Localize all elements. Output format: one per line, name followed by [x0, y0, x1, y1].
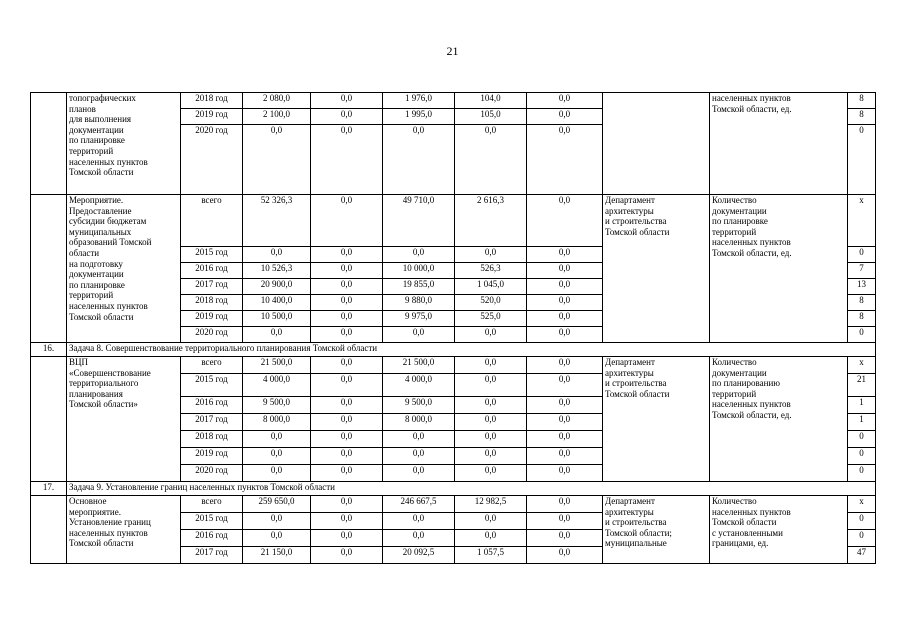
row-number-cell [31, 496, 67, 564]
amount-cell-other: 0,0 [527, 448, 603, 465]
indicator-value-cell: 0 [848, 530, 876, 547]
amount-cell-reg: 0,0 [383, 247, 455, 263]
amount-cell-total: 8 000,0 [243, 414, 311, 431]
indicator-value-cell: 0 [848, 465, 876, 482]
amount-cell-fed: 0,0 [311, 327, 383, 343]
amount-cell-mun: 12 982,5 [455, 496, 527, 513]
amount-cell-total: 0,0 [243, 327, 311, 343]
amount-cell-fed: 0,0 [311, 397, 383, 414]
amount-cell-other: 0,0 [527, 109, 603, 125]
amount-cell-mun: 0,0 [455, 374, 527, 397]
year-cell: 2017 год [181, 547, 243, 564]
indicator-value-cell: х [848, 357, 876, 374]
amount-cell-mun: 0,0 [455, 327, 527, 343]
year-cell: 2018 год [181, 431, 243, 448]
amount-cell-reg: 19 855,0 [383, 279, 455, 295]
indicator-cell: Количество документации по планированию территорий населенных пунктов Томской области, ед. [710, 357, 848, 482]
amount-cell-fed: 0,0 [311, 93, 383, 109]
section-row [31, 482, 876, 496]
year-cell: всего [181, 357, 243, 374]
indicator-value-cell: 8 [848, 93, 876, 109]
year-cell: 2019 год [181, 448, 243, 465]
amount-cell-other: 0,0 [527, 465, 603, 482]
amount-cell-fed: 0,0 [311, 530, 383, 547]
amount-cell-fed: 0,0 [311, 431, 383, 448]
year-cell: 2015 год [181, 513, 243, 530]
amount-cell-total: 0,0 [243, 465, 311, 482]
amount-cell-reg: 0,0 [383, 125, 455, 195]
table-row [31, 357, 876, 374]
amount-cell-other: 0,0 [527, 93, 603, 109]
section-title: Задача 8. Совершенствование территориального планирования Томской области [67, 343, 876, 357]
row-number-cell [31, 93, 67, 195]
amount-cell-mun: 0,0 [455, 513, 527, 530]
department-cell: Департамент архитектуры и строительства Томской области; муниципальные [603, 496, 710, 564]
amount-cell-fed: 0,0 [311, 263, 383, 279]
table-row [31, 93, 876, 109]
year-cell: всего [181, 496, 243, 513]
indicator-cell: Количество документации по планировке территорий населенных пунктов Томской области, ед. [710, 195, 848, 343]
amount-cell-reg: 9 880,0 [383, 295, 455, 311]
amount-cell-total: 0,0 [243, 513, 311, 530]
amount-cell-total: 9 500,0 [243, 397, 311, 414]
amount-cell-other: 0,0 [527, 547, 603, 564]
amount-cell-reg: 0,0 [383, 327, 455, 343]
year-cell: 2016 год [181, 397, 243, 414]
amount-cell-fed: 0,0 [311, 279, 383, 295]
page-number: 21 [446, 44, 459, 58]
amount-cell-total: 21 500,0 [243, 357, 311, 374]
measure-name-cell: Основное мероприятие. Установление границ населенных пунктов Томской области [67, 496, 181, 564]
amount-cell-total: 2 100,0 [243, 109, 311, 125]
amount-cell-other: 0,0 [527, 279, 603, 295]
amount-cell-total: 21 150,0 [243, 547, 311, 564]
year-cell: 2020 год [181, 465, 243, 482]
amount-cell-fed: 0,0 [311, 513, 383, 530]
amount-cell-reg: 49 710,0 [383, 195, 455, 247]
indicator-value-cell: 1 [848, 414, 876, 431]
amount-cell-reg: 0,0 [383, 465, 455, 482]
amount-cell-reg: 0,0 [383, 448, 455, 465]
indicator-value-cell: 8 [848, 311, 876, 327]
indicator-value-cell: х [848, 496, 876, 513]
amount-cell-fed: 0,0 [311, 357, 383, 374]
indicator-value-cell: 8 [848, 295, 876, 311]
amount-cell-fed: 0,0 [311, 195, 383, 247]
year-cell: 2016 год [181, 263, 243, 279]
amount-cell-mun: 104,0 [455, 93, 527, 109]
amount-cell-total: 4 000,0 [243, 374, 311, 397]
amount-cell-reg: 0,0 [383, 431, 455, 448]
amount-cell-total: 259 650,0 [243, 496, 311, 513]
amount-cell-mun: 525,0 [455, 311, 527, 327]
amount-cell-fed: 0,0 [311, 311, 383, 327]
indicator-value-cell: 0 [848, 513, 876, 530]
year-cell: 2017 год [181, 414, 243, 431]
amount-cell-total: 52 326,3 [243, 195, 311, 247]
amount-cell-reg: 246 667,5 [383, 496, 455, 513]
amount-cell-mun: 0,0 [455, 414, 527, 431]
amount-cell-mun: 1 045,0 [455, 279, 527, 295]
amount-cell-mun: 0,0 [455, 247, 527, 263]
indicator-value-cell: 21 [848, 374, 876, 397]
section-number: 16. [31, 343, 67, 357]
measure-name-cell: ВЦП «Совершенствование территориального планирования Томской области» [67, 357, 181, 482]
amount-cell-fed: 0,0 [311, 247, 383, 263]
amount-cell-reg: 1 976,0 [383, 93, 455, 109]
amount-cell-other: 0,0 [527, 357, 603, 374]
amount-cell-fed: 0,0 [311, 547, 383, 564]
amount-cell-other: 0,0 [527, 513, 603, 530]
amount-cell-total: 10 526,3 [243, 263, 311, 279]
amount-cell-reg: 0,0 [383, 513, 455, 530]
amount-cell-fed: 0,0 [311, 414, 383, 431]
indicator-value-cell: 7 [848, 263, 876, 279]
amount-cell-fed: 0,0 [311, 465, 383, 482]
year-cell: 2017 год [181, 279, 243, 295]
year-cell: всего [181, 195, 243, 247]
indicator-value-cell: 0 [848, 431, 876, 448]
year-cell: 2020 год [181, 125, 243, 195]
amount-cell-fed: 0,0 [311, 496, 383, 513]
amount-cell-mun: 0,0 [455, 357, 527, 374]
amount-cell-total: 10 500,0 [243, 311, 311, 327]
indicator-value-cell: 13 [848, 279, 876, 295]
indicator-value-cell: х [848, 195, 876, 247]
indicator-cell: Количество населенных пунктов Томской области с установленными границами, ед. [710, 496, 848, 564]
row-number-cell [31, 195, 67, 343]
amount-cell-other: 0,0 [527, 530, 603, 547]
amount-cell-other: 0,0 [527, 311, 603, 327]
row-number-cell [31, 357, 67, 482]
amount-cell-mun: 0,0 [455, 448, 527, 465]
year-cell: 2015 год [181, 247, 243, 263]
amount-cell-mun: 0,0 [455, 397, 527, 414]
amount-cell-other: 0,0 [527, 247, 603, 263]
indicator-value-cell: 47 [848, 547, 876, 564]
amount-cell-other: 0,0 [527, 431, 603, 448]
amount-cell-reg: 9 975,0 [383, 311, 455, 327]
indicator-cell: населенных пунктов Томской области, ед. [710, 93, 848, 195]
amount-cell-total: 0,0 [243, 125, 311, 195]
year-cell: 2019 год [181, 109, 243, 125]
amount-cell-mun: 0,0 [455, 431, 527, 448]
amount-cell-other: 0,0 [527, 496, 603, 513]
amount-cell-other: 0,0 [527, 327, 603, 343]
amount-cell-mun: 1 057,5 [455, 547, 527, 564]
amount-cell-other: 0,0 [527, 263, 603, 279]
table-row [31, 195, 876, 247]
department-cell: Департамент архитектуры и строительства Томской области [603, 195, 710, 343]
section-title: Задача 9. Установление границ населенных пунктов Томской области [67, 482, 876, 496]
amount-cell-fed: 0,0 [311, 109, 383, 125]
year-cell: 2020 год [181, 327, 243, 343]
amount-cell-reg: 4 000,0 [383, 374, 455, 397]
amount-cell-total: 0,0 [243, 448, 311, 465]
amount-cell-mun: 0,0 [455, 465, 527, 482]
amount-cell-reg: 20 092,5 [383, 547, 455, 564]
amount-cell-total: 0,0 [243, 247, 311, 263]
amount-cell-reg: 8 000,0 [383, 414, 455, 431]
program-table [30, 92, 876, 564]
year-cell: 2015 год [181, 374, 243, 397]
amount-cell-other: 0,0 [527, 295, 603, 311]
amount-cell-fed: 0,0 [311, 374, 383, 397]
department-cell [603, 93, 710, 195]
amount-cell-reg: 0,0 [383, 530, 455, 547]
amount-cell-other: 0,0 [527, 397, 603, 414]
year-cell: 2016 год [181, 530, 243, 547]
measure-name-cell: топографических планов для выполнения документации по планировке территорий населенных пунктов Томской области [67, 93, 181, 195]
department-cell: Департамент архитектуры и строительства Томской области [603, 357, 710, 482]
indicator-value-cell: 8 [848, 109, 876, 125]
amount-cell-other: 0,0 [527, 374, 603, 397]
table-row [31, 496, 876, 513]
amount-cell-mun: 0,0 [455, 125, 527, 195]
amount-cell-mun: 105,0 [455, 109, 527, 125]
indicator-value-cell: 0 [848, 327, 876, 343]
amount-cell-total: 0,0 [243, 530, 311, 547]
amount-cell-other: 0,0 [527, 125, 603, 195]
amount-cell-fed: 0,0 [311, 125, 383, 195]
amount-cell-fed: 0,0 [311, 448, 383, 465]
amount-cell-total: 10 400,0 [243, 295, 311, 311]
amount-cell-fed: 0,0 [311, 295, 383, 311]
amount-cell-mun: 520,0 [455, 295, 527, 311]
amount-cell-other: 0,0 [527, 195, 603, 247]
section-row [31, 343, 876, 357]
amount-cell-other: 0,0 [527, 414, 603, 431]
amount-cell-mun: 2 616,3 [455, 195, 527, 247]
measure-name-cell: Мероприятие. Предоставление субсидии бюджетам муниципальных образований Томской области на подготовку документации по планировке территорий населенных пунктов Томской области [67, 195, 181, 343]
amount-cell-total: 2 080,0 [243, 93, 311, 109]
year-cell: 2018 год [181, 93, 243, 109]
indicator-value-cell: 1 [848, 397, 876, 414]
indicator-value-cell: 0 [848, 247, 876, 263]
amount-cell-reg: 1 995,0 [383, 109, 455, 125]
amount-cell-reg: 21 500,0 [383, 357, 455, 374]
amount-cell-total: 20 900,0 [243, 279, 311, 295]
year-cell: 2019 год [181, 311, 243, 327]
amount-cell-total: 0,0 [243, 431, 311, 448]
amount-cell-mun: 526,3 [455, 263, 527, 279]
amount-cell-reg: 10 000,0 [383, 263, 455, 279]
indicator-value-cell: 0 [848, 125, 876, 195]
indicator-value-cell: 0 [848, 448, 876, 465]
amount-cell-mun: 0,0 [455, 530, 527, 547]
year-cell: 2018 год [181, 295, 243, 311]
amount-cell-reg: 9 500,0 [383, 397, 455, 414]
section-number: 17. [31, 482, 67, 496]
